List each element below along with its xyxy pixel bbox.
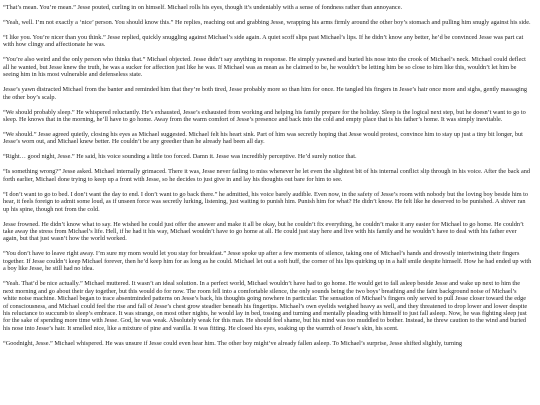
paragraph: “I don’t want to go to bed. I don’t want the day to end. I don’t want to go back there.” he admitted, his voice barely audible. Even now, in the safety of Jesse’s room with nobody but the loving boy beside him to hear, it feels foreign to admit some loud, as if unseen force was secretly lurking, listening, just waiting to punish him. Punish him for what? He didn’t know. He felt like he deserved to be punished. A shiver ran up his spine, though not from the cold. bbox=[3, 190, 529, 213]
paragraph: “Is something wrong?” Jesse asked. Michael internally grimaced. There it was, Jesse never failing to miss whenever he let even the slightest bit of his internal conflict slip through in his voice. After the back and forth earlier, Michael done trying to keep up a front with Jesse, so he decides to just give in and lay his thoughts out bare for him to see. bbox=[3, 168, 530, 183]
paragraph: “We should.” Jesse agreed quietly, closing his eyes as Michael suggested. Michael felt his heart sink. Part of him was secretly hoping that Jesse would protest, convince him to stay up just a tiny bit longer, but Jesse’s worn out, and Michael knew better. He couldn’t be any greedier than he already had been all day. bbox=[3, 131, 523, 146]
paragraph: “You’re also weird and the only person who thinks that.” Michael objected. Jesse didn’t say anything in response. He simply yawned and buried his nose into the crook of Michael’s neck. Michael could deflect all he wanted, but Jesse knew the truth, he was a sucker for affection just like he was. If Michael was as mean as he claimed to be, he wouldn’t be letting him be so close to him like this, wouldn’t let him be seeing him in his most vulnerable and defenseless state. bbox=[3, 56, 526, 79]
paragraph: “Yeah. That’d be nice actually.” Michael muttered. It wasn’t an ideal solution. In a perfect world, Michael wouldn’t have had to go home. He would get to fall asleep beside Jesse and wake up next to him the next morning and go about their day together, but this would do for now. The room fell into a comfortable silence, the only sounds being the two boys’ breathing and the faint background noise of Michael’s white noise machine. Michael began to trace absentminded patterns on Jesse’s back, his thoughts going nowhere in particular. The sensation of Michael’s fingers only served to pull Jesse closer toward the edge of consciousness, and Michael could feel the rise and fall of Jesse’s chest grow steadier beneath his fingertips. Michael’s own eyelids weighed heavy as well, and they threatened to drop lower and lower despite his reluctance to succumb to sleep’s embrace. It was strange, on most other nights, he would lay in bed, tossing and turning and mentally pleading with himself to just fall asleep. Now, he was fighting sleep just for the sake of spending more time with Jesse. God, he was weak. Absolutely weak for this man. He should feel shame, but his mind was too muddled to bother. Instead, he threw caution to the wind and buried his nose into Jesse’s hair. It smelled nice, like a mixture of pine and vanilla. It was fitting. He closed his eyes, soaking up the warmth of Jesse’s skin, his scent. bbox=[3, 280, 528, 332]
paragraph: “Right… good night, Jesse.” He said, his voice sounding a little too forced. Damn it. Jesse was incredibly perceptive. He’d surely notice that. bbox=[3, 153, 357, 161]
paragraph: “Goodnight, Jesse.” Michael whispered. He was unsure if Jesse could even hear him. The other boy might’ve already fallen asleep. To Michael’s surprise, Jesse shifted slightly, turning bbox=[3, 339, 463, 347]
paragraph: “Yeah, well. I’m not exactly a ‘nice’ person. You should know this.” He replies, reaching out and grabbing Jesse, wrapping his arms firmly around the other boy’s stomach and pulling him snugly against his side. bbox=[3, 19, 531, 26]
paragraph: “I like you. You’re nicer than you think.” Jesse replied, quickly snuggling against Michael’s side again. A quiet scoff slips past Michael’s lips. If he didn’t know any better, he’d be convinced Jesse was part cat with how clingy and affectionate he was. bbox=[3, 34, 524, 49]
paragraph: “You don’t have to leave right away. I’m sure my mom would let you stay for breakfast.” Jesse spoke up after a few moments of silence, taking one of Michael’s hands and drowsily intertwining their fingers together. If Jesse couldn’t keep Michael forever, then he’d keep him for as long as he could. Michael let out a soft huff, the corner of his lips quirking up in a half smile despite himself. How he had ended up with a boy like Jesse, he still had no idea. bbox=[3, 250, 532, 273]
paragraph: Jesse frowned. He didn’t know what to say. He wished he could just offer the answer and make it all be okay, but he couldn’t fix everything, he couldn’t make it any easier for Michael to go home. He couldn’t take away the stress from Michael’s life. Hell, if he had it his way, Michael wouldn’t have to go home at all. He could just stay here and live with his family and he wouldn’t have to deal with his father ever again, but that just wasn’t how the world worked. bbox=[3, 220, 524, 243]
paragraph: “That’s mean. You’re mean.” Jesse pouted, curling in on himself. Michael rolls his eyes, though it’s undeniably with a sense of fondness rather than annoyance. bbox=[3, 4, 403, 11]
paragraph: Jesse’s yawn distracted Michael from the banter and reminded him that they’re both tired, Jesse probably more so than him for once. He tangled his fingers in Jesse’s hair once more and sighs, gently massaging the other boy’s scalp. bbox=[3, 86, 527, 101]
paragraph: “We should probably sleep.” He whispered reluctantly. He’s exhausted, Jesse’s exhausted from working and helping his family prepare for the holiday. Sleep is the logical next step, but he doesn’t want to go to sleep. He knows that in the morning, he’ll have to go home. Away from the warm comfort of Jesse’s presence and back into the cold and empty place that is his father’s home. It was simply inevitable. bbox=[3, 108, 526, 124]
